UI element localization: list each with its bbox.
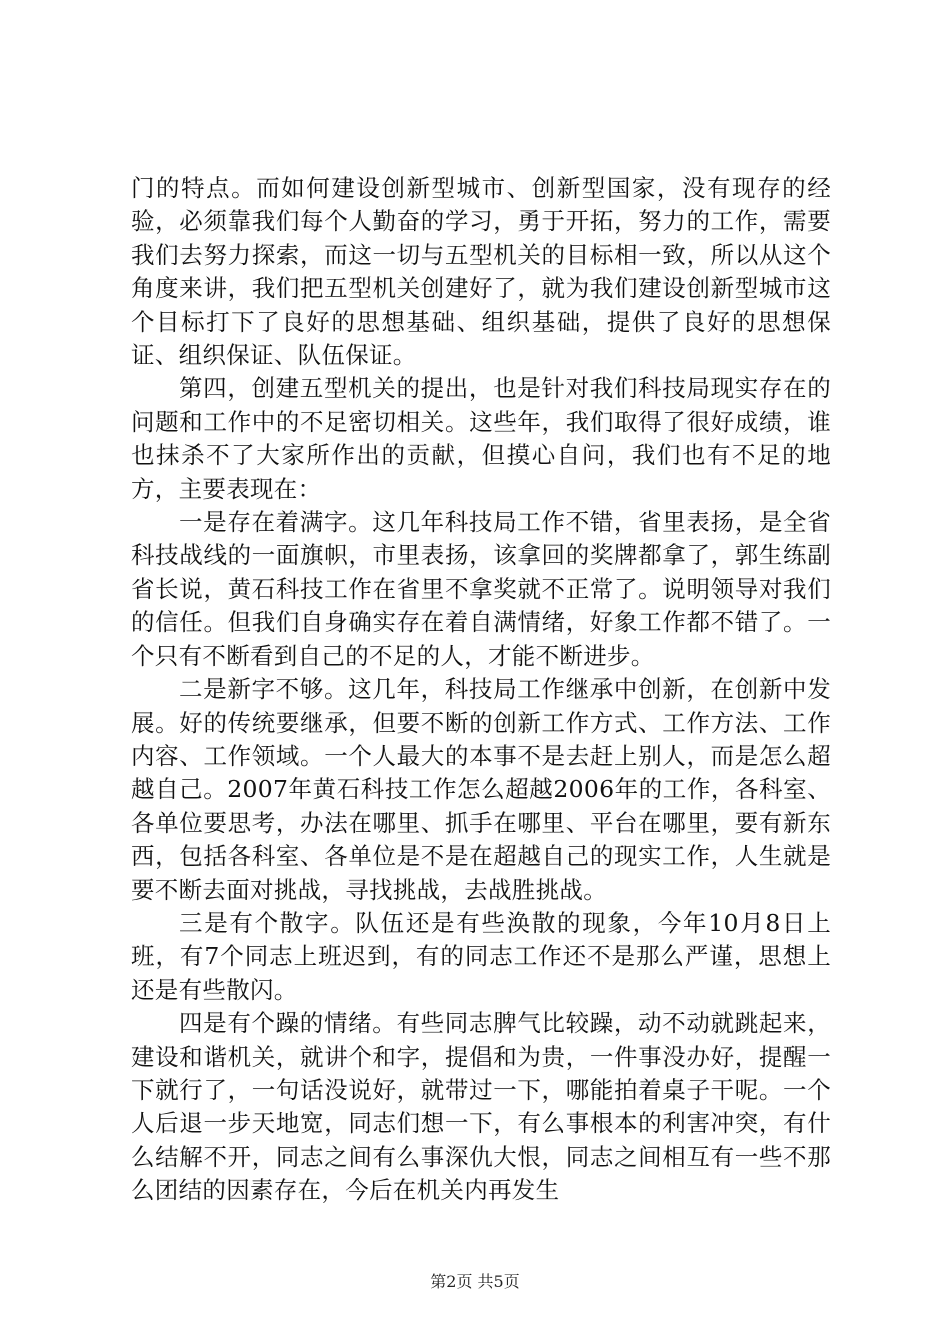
paragraph-6: 四是有个躁的情绪。有些同志脾气比较躁，动不动就跳起来，建设和谐机关，就讲个和字，提倡和为贵，一件事没办好，提醒一下就行了，一句话没说好，就带过一下，哪能拍着桌子干呢。一个人后退一步天地宽，同志们想一下，有么事根本的利害冲突，有什么结解不开，同志之间有么事深仇大恨，同志之间相互有一些不那么团结的因素存在，今后在机关内再发生 [131, 1009, 831, 1205]
page-number-label: 第2页 共5页 [430, 1272, 520, 1291]
document-body [131, 172, 831, 1208]
page-footer [0, 1272, 950, 1292]
paragraph-1: 门的特点。而如何建设创新型城市、创新型国家，没有现存的经验，必须靠我们每个人勤奋的学习，勇于开拓，努力的工作，需要我们去努力探索，而这一切与五型机关的目标相一致，所以从这个角度来讲，我们把五型机关创建好了，就为我们建设创新型城市这个目标打下了良好的思想基础、组织基础，提供了良好的思想保证、组织保证、队伍保证。 [131, 174, 831, 370]
paragraph-5: 三是有个散字。队伍还是有些涣散的现象，今年10月8日上班，有7个同志上班迟到，有的同志工作还不是那么严谨，思想上还是有些散闪。 [131, 908, 832, 1004]
paragraph-2: 第四，创建五型机关的提出，也是针对我们科技局现实存在的问题和工作中的不足密切相关。这些年，我们取得了很好成绩，谁也抹杀不了大家所作出的贡献，但摸心自问，我们也有不足的地方，主要表现在： [131, 374, 831, 503]
paragraph-4: 二是新字不够。这几年，科技局工作继承中创新，在创新中发展。好的传统要继承，但要不断的创新工作方式、工作方法、工作内容、工作领域。一个人最大的本事不是去赶上别人，而是怎么超越自己。2007年黄石科技工作怎么超越2006年的工作，各科室、各单位要思考，办法在哪里、抓手在哪里、平台在哪里，要有新东西，包括各科室、各单位是不是在超越自己的现实工作，人生就是要不断去面对挑战，寻找挑战，去战胜挑战。 [131, 675, 831, 904]
paragraph-3: 一是存在着满字。这几年科技局工作不错，省里表扬，是全省科技战线的一面旗帜，市里表扬，该拿回的奖牌都拿了，郭生练副省长说，黄石科技工作在省里不拿奖就不正常了。说明领导对我们的信任。但我们自身确实存在着自满情绪，好象工作都不错了。一个只有不断看到自己的不足的人，才能不断进步。 [131, 508, 831, 670]
